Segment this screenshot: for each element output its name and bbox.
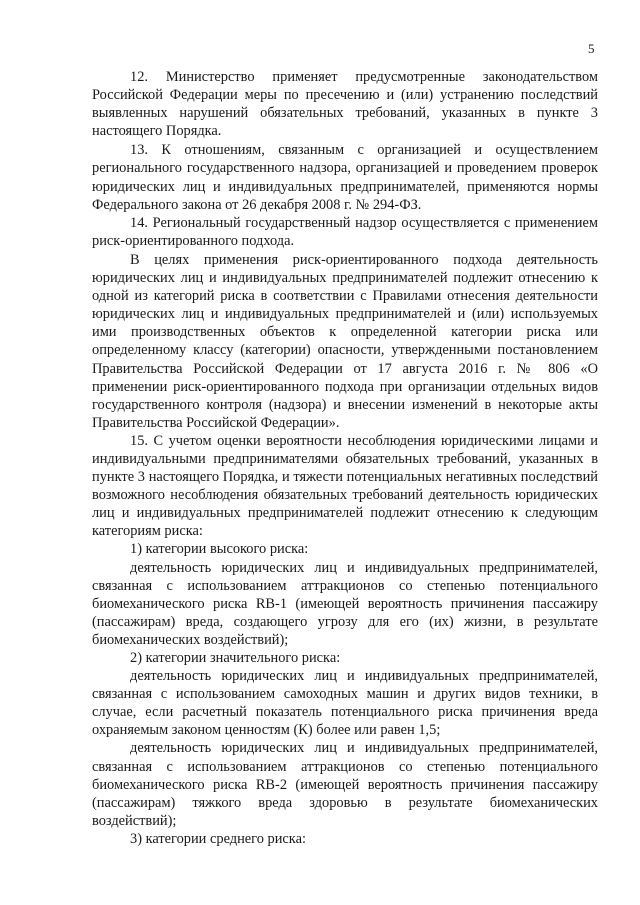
- paragraph-13: 13. К отношениям, связанным с организацией и осуществлением регионального государственного надзора, организацией и проведением проверок юридических лиц и индивидуальных предпринимателей, применяются нормы Федерального закона от 26 декабря 2008 г. № 294-ФЗ.: [92, 142, 598, 213]
- list-item-high-risk: 1) категории высокого риска:: [130, 541, 309, 558]
- list-item-significant-risk: 2) категории значительного риска:: [130, 650, 341, 666]
- list-item-medium-risk: 3) категории среднего риска:: [130, 830, 306, 847]
- paragraph-significant-risk-desc-1: деятельность юридических лиц и индивидуальных предпринимателей, связанная с использованием самоходных машин и других видов техники, в случае, если расчетный показатель потенциального риска причинения вреда охраняемым законом ценностям (К) более или равен 1,5;: [92, 668, 598, 739]
- paragraph-high-risk-desc: деятельность юридических лиц и индивидуальных предпринимателей, связанная с использованием аттракционов со степенью потенциального биомеханического риска RB-1 (имеющей вероятность причинения пассажиру (пассажирам) вреда, создающего угрозу для его (их) жизни, в результате биомеханических воздействий);: [92, 559, 598, 648]
- paragraph-15: 15. С учетом оценки вероятности несоблюдения юридическими лицами и индивидуальными предпринимателями обязательных требований, указанных в пункте 3 настоящего Порядка, и тяжести потенциальных негативных последствий возможного несоблюдения обязательных требований деятельность юридических лиц и индивидуальных предпринимателей подлежит отнесению к следующим категориям риска:: [92, 432, 598, 540]
- document-body: [92, 68, 598, 848]
- paragraph-12: 12. Министерство применяет предусмотренные законодательством Российской Федерации меры по пресечению и (или) устранению последствий выявленных нарушений обязательных требований, указанных в пункте 3 настоящего Порядка.: [92, 69, 598, 140]
- paragraph-risk-approach: В целях применения риск-ориентированного подхода деятельность юридических лиц и индивидуальных предпринимателей подлежит отнесению к одной из категорий риска в соответствии с Правилами отнесения деятельности юридических лиц и индивидуальных предпринимателей и (или) используемых ими производственных объектов к определенной категории риска или определенному классу (категории) опасности, утвержденными постановлением Правительства Российской Федерации от 17 августа 2016 г. № 806 «О применении риск-ориентированного подхода при организации отдельных видов государственного контроля (надзора) и внесении изменений в некоторые акты Правительства Российской Федерации».: [92, 251, 598, 431]
- page-number: 5: [588, 41, 595, 56]
- paragraph-significant-risk-desc-2: деятельность юридических лиц и индивидуальных предпринимателей, связанная с использованием аттракционов со степенью потенциального биомеханического риска RB-2 (имеющей вероятность причинения пассажиру (пассажирам) тяжкого вреда здоровью в результате биомеханических воздействий);: [92, 740, 598, 829]
- paragraph-14: 14. Региональный государственный надзор осуществляется с применением риск-ориентированного подхода.: [92, 214, 598, 249]
